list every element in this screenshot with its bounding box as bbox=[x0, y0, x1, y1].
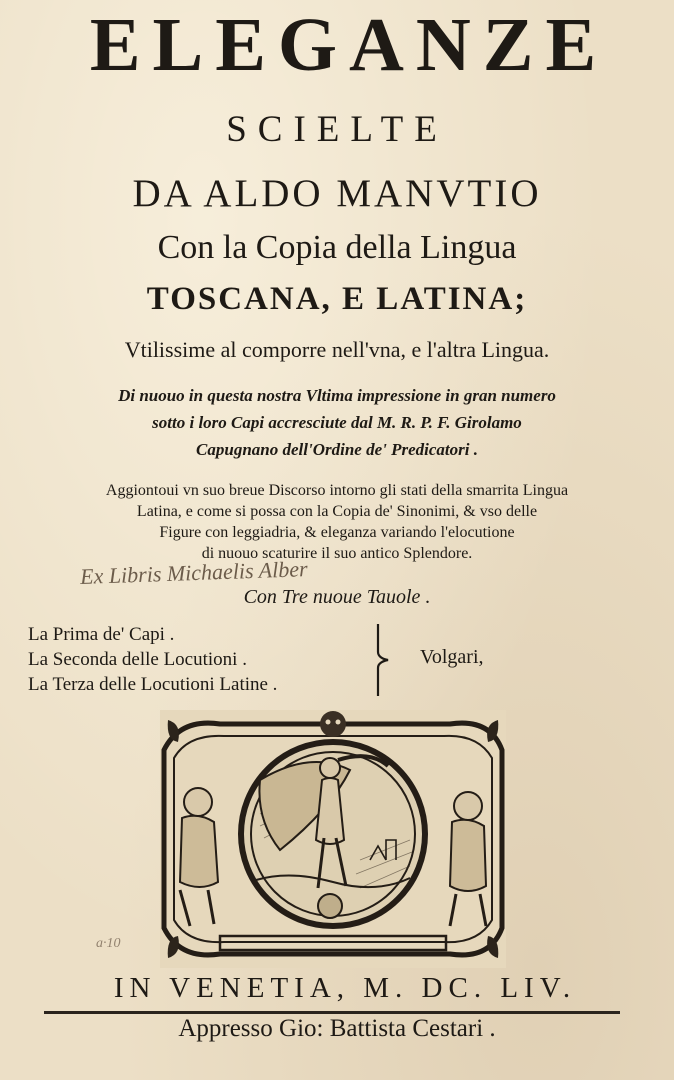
list-item: La Seconda delle Locutioni . bbox=[28, 649, 247, 670]
tavole-line: Con Tre nuoue Tauole . bbox=[243, 586, 431, 608]
tables-list bbox=[28, 622, 277, 697]
languages-line: TOSCANA, E LATINA; bbox=[146, 281, 528, 317]
divider-rule bbox=[44, 1011, 620, 1014]
italic-line: Capugnano dell'Ordine de' Predicatori . bbox=[196, 440, 478, 459]
italic-line: Di nuouo in questa nostra Vltima impressione in gran numero bbox=[118, 386, 556, 405]
list-item: La Terza delle Locutioni Latine . bbox=[28, 674, 278, 695]
discourse-line: Figure con leggiadria, & eleganza variando l'elocutione bbox=[159, 524, 515, 541]
italic-line: sotto i loro Capi accresciute dal M. R. P. F. Girolamo bbox=[152, 413, 522, 432]
brace-icon bbox=[372, 622, 392, 698]
discourse-line: di nuouo scaturire il suo antico Splendore. bbox=[201, 545, 473, 562]
handwritten-signature: Ex Libris Michaelis Alber bbox=[79, 556, 308, 590]
discourse-line: Latina, e come si possa con la Copia de' Sinonimi, & vso delle bbox=[136, 503, 538, 520]
list-item: La Prima de' Capi . bbox=[28, 624, 175, 645]
imprint-place: IN VENETIA, M. DC. LIV. bbox=[113, 972, 577, 1004]
printer-line: Appresso Gio: Battista Cestari . bbox=[178, 1015, 496, 1042]
discourse-line: Aggiontoui vn suo breue Discorso intorno gli stati della smarrita Lingua bbox=[105, 482, 569, 499]
copia-line: Con la Copia della Lingua bbox=[157, 229, 517, 266]
book-subtitle: SCIELTE bbox=[226, 109, 448, 150]
volgari-label: Volgari, bbox=[420, 646, 484, 668]
printer-device-woodcut bbox=[160, 710, 506, 968]
utility-line: Vtilissime al comporre nell'vna, e l'altra Lingua. bbox=[124, 337, 550, 362]
handwritten-note: a·10 bbox=[96, 936, 121, 951]
book-title: ELEGANZE bbox=[89, 3, 609, 87]
author-line: DA ALDO MANVTIO bbox=[132, 172, 542, 215]
